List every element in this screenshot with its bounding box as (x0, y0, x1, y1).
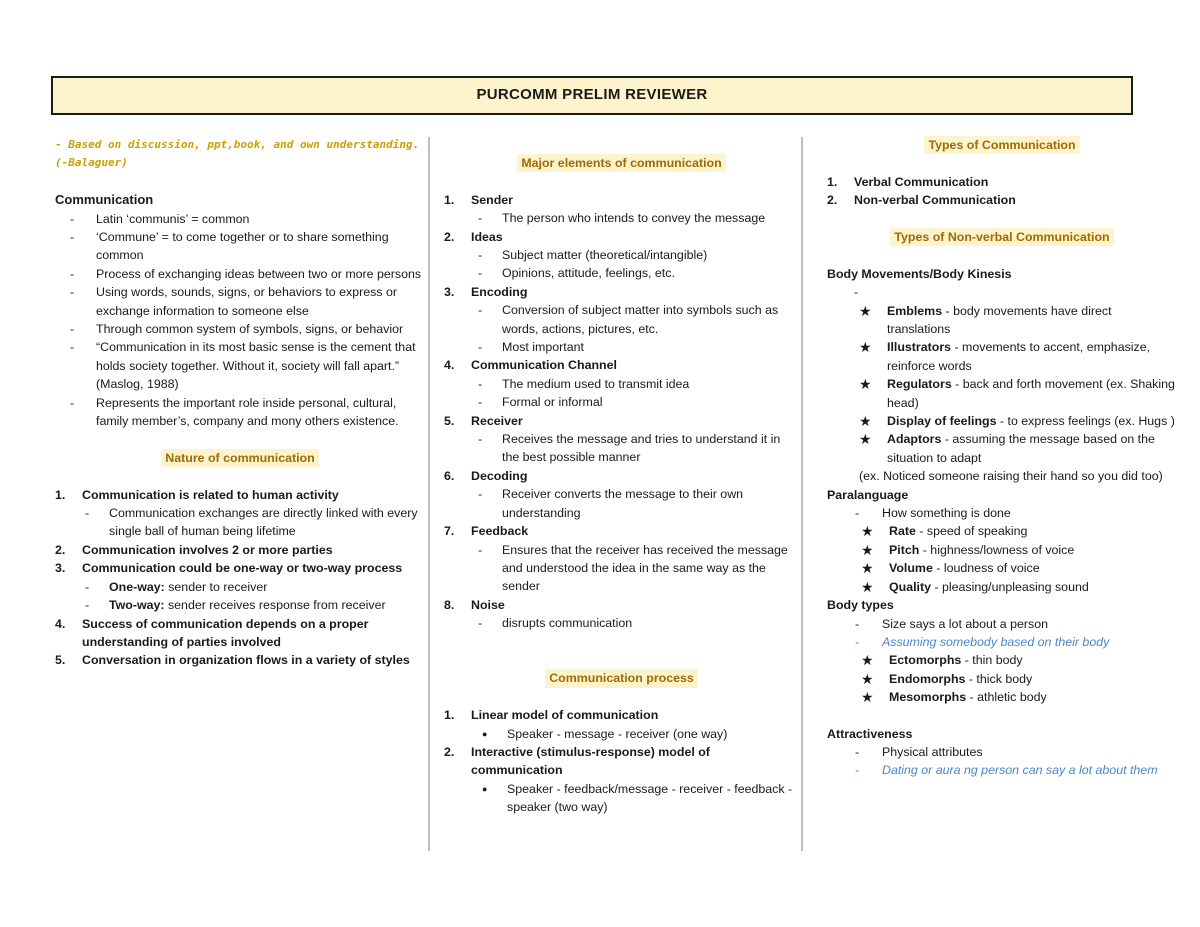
process-list (444, 706, 799, 816)
list-item: 7. Feedback (444, 524, 529, 539)
list-item: 4. Communication Channel (444, 358, 617, 373)
types-heading: Types of Communication (924, 136, 1079, 154)
list-item: ★ Ectomorphs - thin body (861, 652, 1023, 669)
list-item: ★ Illustrators - movements to accent, emphasize, reinforce words (859, 339, 1151, 373)
source-note: - Based on discussion, ppt,book, and own understanding. (-Balaguer) (55, 138, 420, 170)
communication-heading: Communication (55, 192, 154, 208)
column-2 (444, 154, 799, 817)
list-subitem: - Ensures that the receiver has received the message and understood the idea in the same way as the sender (444, 541, 799, 596)
list-item: ★ Quality - pleasing/unpleasing sound (861, 578, 1089, 595)
list-item: ★ Adaptors - assuming the message based on the situation to adapt (859, 431, 1155, 465)
list-item: 1. Linear model of communication (444, 708, 659, 723)
list-subitem: - The person who intends to convey the message (444, 209, 799, 227)
bodytypes-dash: - Size says a lot about a person (827, 615, 1177, 633)
list-subitem: - Conversion of subject matter into symbols such as words, actions, pictures, etc. (444, 301, 799, 338)
star-icon: ★ (861, 652, 874, 669)
list-item: - Using words, sounds, signs, or behaviors to express or exchange information to someone else (55, 283, 425, 320)
list-item: - Represents the important role inside personal, cultural, family member’s, company and mony others existence. (55, 394, 425, 431)
attractiveness-note: - Dating or aura ng person can say a lot about them (827, 762, 1177, 779)
types-list (827, 173, 1177, 210)
star-icon: ★ (859, 431, 872, 448)
star-icon: ★ (859, 339, 872, 356)
list-subitem: - Communication exchanges are directly linked with every single ball of human being lifetime (55, 504, 425, 541)
list-item: ★ Endomorphs - thick body (861, 670, 1033, 687)
nonverbal-heading: Types of Non-verbal Communication (890, 228, 1113, 246)
kinesis-dash: - (854, 285, 859, 300)
list-item: 1. Sender (444, 192, 514, 207)
attractiveness-dash: - Physical attributes (827, 743, 1177, 761)
list-item: 3. Encoding (444, 284, 528, 299)
list-item: 3. Communication could be one-way or two-way process (55, 561, 403, 576)
list-subitem: ● Speaker - message - receiver (one way) (444, 725, 799, 743)
list-item: - “Communication in its most basic sense is the cement that holds society together. Without it, society will fall apart.” (Maslog, 1988) (55, 338, 425, 393)
list-subitem: - Receiver converts the message to their own understanding (444, 485, 799, 522)
list-item: ★ Volume - loudness of voice (861, 560, 1040, 577)
list-item: 8. Noise (444, 597, 505, 612)
list-item: ★ Rate - speed of speaking (861, 523, 1028, 540)
list-item: ★ Regulators - back and forth movement (ex. Shaking head) (859, 376, 1175, 410)
star-icon: ★ (861, 560, 874, 577)
paralanguage-heading: Paralanguage (827, 487, 909, 502)
list-item: - ‘Commune’ = to come together or to share something common (55, 228, 425, 265)
title-box (51, 76, 1133, 115)
elements-list (444, 191, 799, 633)
page-title: PURCOMM PRELIM REVIEWER (476, 86, 708, 104)
list-item: 5. Conversation in organization flows in a variety of styles (55, 653, 410, 668)
star-icon: ★ (859, 302, 872, 319)
list-subitem: - disrupts communication (444, 614, 799, 632)
nature-list (55, 486, 425, 670)
kinesis-example: (ex. Noticed someone raising their hand so you did too) (859, 469, 1163, 484)
list-item: ★ Mesomorphs - athletic body (861, 689, 1047, 706)
column-1 (55, 136, 425, 670)
list-subitem: - Two-way: sender receives response from receiver (55, 596, 425, 614)
list-item: 6. Decoding (444, 468, 528, 483)
star-icon: ★ (861, 670, 874, 687)
list-subitem: - Receives the message and tries to understand it in the best possible manner (444, 430, 799, 467)
list-subitem: - The medium used to transmit idea (444, 375, 799, 393)
star-icon: ★ (861, 689, 874, 706)
column-divider-left (428, 137, 430, 851)
list-item: ★ Display of feelings - to express feelings (ex. Hugs ) (859, 413, 1175, 430)
list-item: 2. Ideas (444, 229, 503, 244)
process-heading: Communication process (545, 669, 698, 687)
communication-list (55, 210, 425, 431)
list-subitem: ● Speaker - feedback/message - receiver - feedback - speaker (two way) (444, 780, 799, 817)
elements-heading: Major elements of communication (517, 154, 725, 172)
bodytypes-note: - Assuming somebody based on their body (827, 633, 1177, 651)
list-subitem: - One-way: sender to receiver (55, 578, 425, 596)
bodytypes-heading: Body types (827, 598, 894, 613)
nature-heading: Nature of communication (161, 449, 318, 467)
list-item: 2. Non-verbal Communication (827, 193, 1016, 208)
list-subitem: - Formal or informal (444, 393, 799, 411)
star-icon: ★ (859, 376, 872, 393)
list-subitem: - Opinions, attitude, feelings, etc. (444, 264, 799, 282)
star-icon: ★ (859, 413, 872, 430)
star-icon: ★ (861, 578, 874, 595)
list-item: 2. Communication involves 2 or more parties (55, 542, 333, 557)
column-3 (827, 136, 1177, 779)
list-subitem: - Subject matter (theoretical/intangible) (444, 246, 799, 264)
list-item: 1. Communication is related to human activity (55, 487, 339, 502)
list-item: - Latin ‘communis’ = common (55, 210, 425, 228)
list-item: 1. Verbal Communication (827, 174, 989, 189)
list-item: - Process of exchanging ideas between two or more persons (55, 265, 425, 283)
list-item: 4. Success of communication depends on a proper understanding of parties involved (55, 616, 369, 649)
list-item: ★ Emblems - body movements have direct translations (859, 302, 1112, 337)
attractiveness-heading: Attractiveness (827, 726, 913, 741)
list-item: ★ Pitch - highness/lowness of voice (861, 541, 1075, 558)
list-item: - Through common system of symbols, signs, or behavior (55, 320, 425, 338)
star-icon: ★ (861, 541, 874, 558)
paralanguage-dash: - How something is done (827, 504, 1177, 522)
kinesis-heading: Body Movements/Body Kinesis (827, 266, 1012, 281)
list-item: 5. Receiver (444, 413, 523, 428)
list-item: 2. Interactive (stimulus-response) model of communication (444, 744, 710, 778)
column-divider-right (801, 137, 803, 851)
list-subitem: - Most important (444, 338, 799, 356)
star-icon: ★ (861, 523, 874, 540)
